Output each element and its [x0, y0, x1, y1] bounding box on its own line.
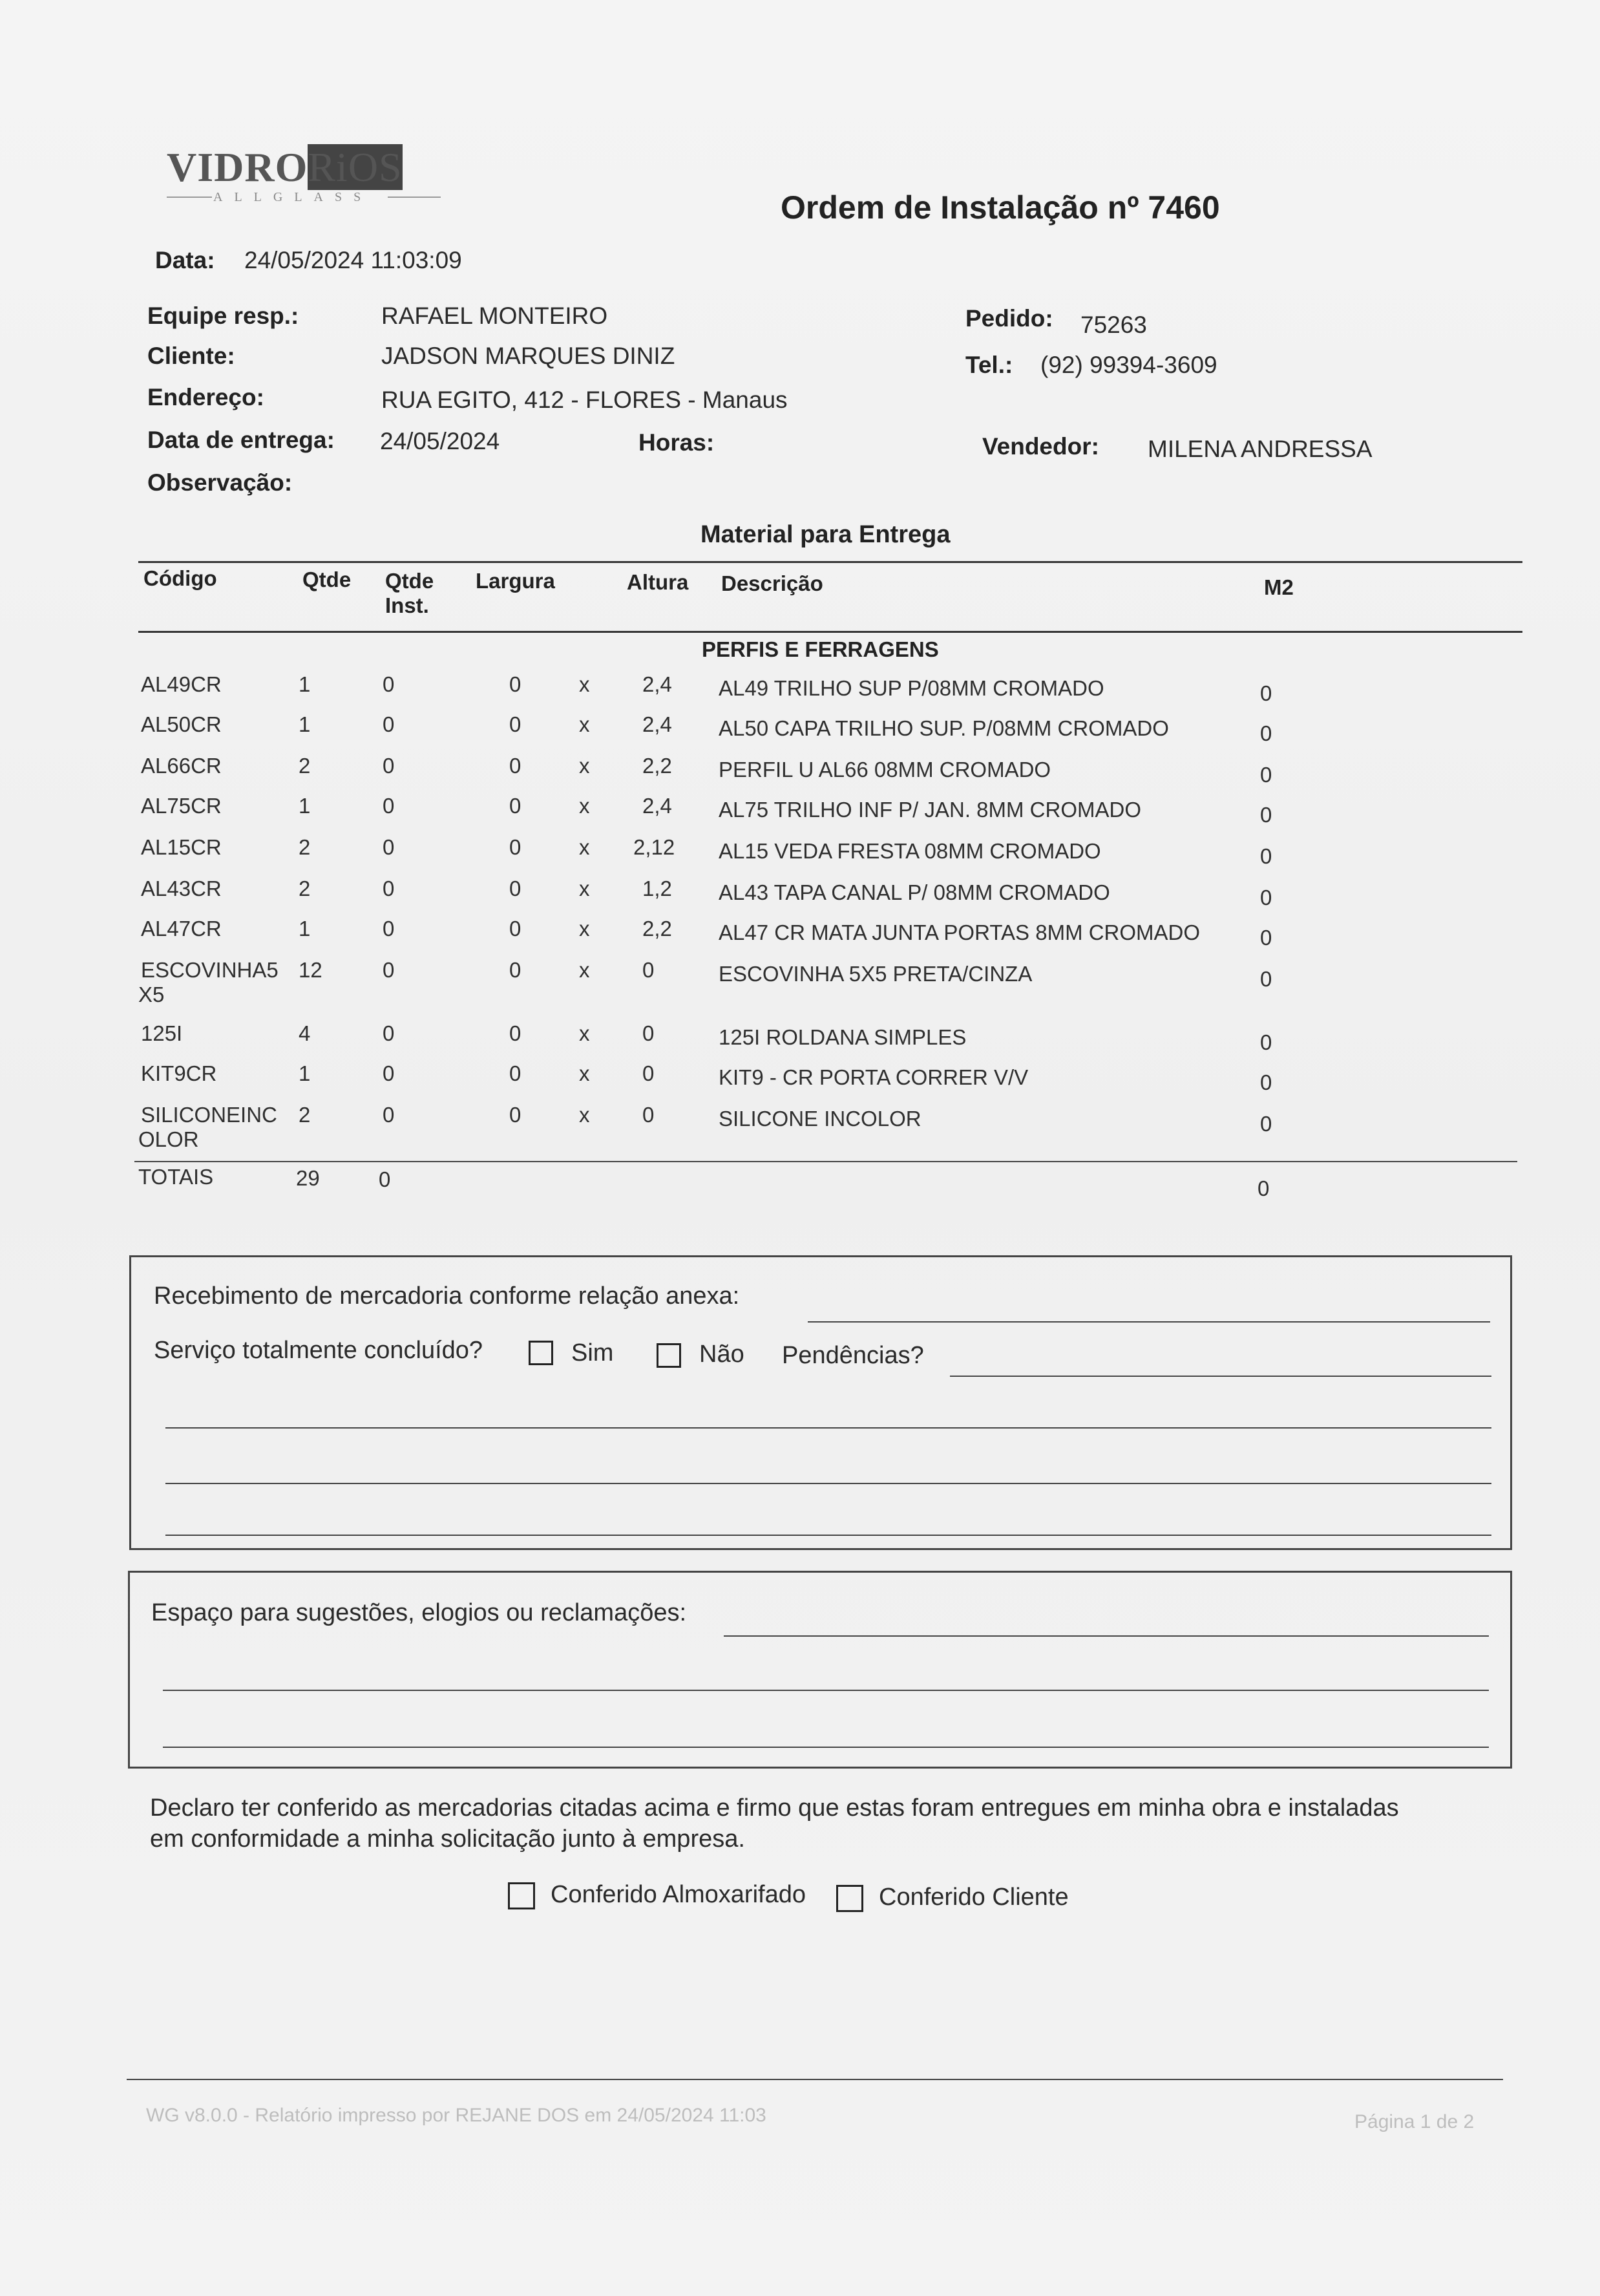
table-top-rule: [138, 561, 1522, 563]
material-section-title: Material para Entrega: [700, 521, 951, 548]
row-x: x: [579, 754, 590, 778]
row-code: SILICONEINC: [141, 1103, 277, 1127]
row-description: AL49 TRILHO SUP P/08MM CROMADO: [719, 676, 1104, 700]
pendencias-label: Pendências?: [782, 1342, 924, 1369]
row-height: 2,4: [642, 794, 672, 818]
row-code: AL50CR: [141, 712, 222, 736]
conferido-almox-checkbox[interactable]: [508, 1882, 535, 1909]
service-complete-label: Serviço totalmente concluído?: [154, 1337, 483, 1364]
row-description: PERFIL U AL66 08MM CROMADO: [719, 758, 1051, 781]
team-value: RAFAEL MONTEIRO: [381, 303, 608, 329]
row-qty: 1: [299, 1061, 311, 1085]
col-header-width: Largura: [476, 569, 555, 593]
row-height: 2,2: [642, 754, 672, 778]
totals-label: TOTAIS: [138, 1165, 214, 1189]
footer-page-number: Página 1 de 2: [1354, 2111, 1475, 2132]
date-value: 24/05/2024 11:03:09: [244, 247, 462, 273]
row-qty-inst: 0: [383, 835, 395, 859]
col-header-qty-inst: Qtde: [385, 569, 434, 593]
row-code-continuation: OLOR: [138, 1127, 199, 1151]
col-header-code: Código: [143, 566, 217, 590]
row-height: 2,4: [642, 712, 672, 736]
row-width: 0: [509, 917, 521, 941]
row-m2: 0: [1260, 1070, 1272, 1094]
row-code: AL66CR: [141, 754, 222, 778]
row-qty: 2: [299, 835, 311, 859]
receipt-label: Recebimento de mercadoria conforme relação anexa:: [154, 1282, 740, 1310]
row-width: 0: [509, 754, 521, 778]
hours-label: Horas:: [638, 429, 715, 456]
receipt-line-1[interactable]: [165, 1427, 1491, 1429]
row-width: 0: [509, 672, 521, 696]
col-header-height: Altura: [627, 570, 689, 594]
receipt-signature-line[interactable]: [808, 1321, 1490, 1323]
logo-bold-text: VIDRO: [167, 144, 308, 190]
receipt-line-3[interactable]: [165, 1535, 1491, 1536]
row-qty-inst: 0: [383, 794, 395, 818]
row-m2: 0: [1260, 886, 1272, 909]
row-x: x: [579, 1061, 590, 1085]
row-qty: 2: [299, 1103, 311, 1127]
row-x: x: [579, 672, 590, 696]
totals-inst: 0: [379, 1167, 391, 1191]
row-x: x: [579, 877, 590, 900]
row-m2: 0: [1260, 763, 1272, 787]
row-code: AL47CR: [141, 917, 222, 941]
col-header-m2: M2: [1264, 575, 1294, 599]
document-title: Ordem de Instalação nº 7460: [781, 189, 1220, 226]
row-width: 0: [509, 958, 521, 982]
declaration-line-1: Declaro ter conferido as mercadorias citadas acima e firmo que estas foram entregues em minha obra e instaladas: [150, 1794, 1399, 1822]
row-m2: 0: [1260, 1112, 1272, 1136]
table-header-rule: [138, 631, 1522, 633]
order-label: Pedido:: [965, 305, 1053, 332]
row-description: AL50 CAPA TRILHO SUP. P/08MM CROMADO: [719, 716, 1169, 740]
seller-value: MILENA ANDRESSA: [1148, 436, 1373, 462]
totals-rule: [134, 1161, 1517, 1162]
row-qty-inst: 0: [383, 958, 395, 982]
totals-m2: 0: [1258, 1176, 1270, 1200]
address-value: RUA EGITO, 412 - FLORES - Manaus: [381, 387, 788, 413]
suggestions-label: Espaço para sugestões, elogios ou reclamações:: [151, 1599, 687, 1626]
footer-rule: [127, 2079, 1503, 2080]
row-description: AL75 TRILHO INF P/ JAN. 8MM CROMADO: [719, 798, 1142, 822]
date-label: Data:: [155, 247, 215, 273]
row-height: 0: [642, 1103, 655, 1127]
row-description: SILICONE INCOLOR: [719, 1107, 921, 1131]
row-height: 2,12: [633, 835, 675, 859]
group-title: PERFIS E FERRAGENS: [702, 637, 939, 661]
row-qty-inst: 0: [383, 754, 395, 778]
row-qty: 2: [299, 877, 311, 900]
row-x: x: [579, 712, 590, 736]
row-height: 0: [642, 958, 655, 982]
row-qty: 1: [299, 917, 311, 941]
seller-label: Vendedor:: [982, 433, 1099, 460]
row-qty-inst: 0: [383, 712, 395, 736]
conferido-cliente-label: Conferido Cliente: [879, 1884, 1069, 1911]
row-qty-inst: 0: [383, 1021, 395, 1045]
row-qty-inst: 0: [383, 1061, 395, 1085]
row-height: 0: [642, 1061, 655, 1085]
order-value: 75263: [1080, 312, 1147, 338]
row-code: AL75CR: [141, 794, 222, 818]
row-height: 2,2: [642, 917, 672, 941]
row-x: x: [579, 958, 590, 982]
row-m2: 0: [1260, 926, 1272, 950]
conferido-almox-label: Conferido Almoxarifado: [551, 1881, 806, 1908]
row-qty: 4: [299, 1021, 311, 1045]
row-description: AL43 TAPA CANAL P/ 08MM CROMADO: [719, 880, 1110, 904]
row-qty-inst: 0: [383, 877, 395, 900]
row-qty: 1: [299, 794, 311, 818]
row-code: AL15CR: [141, 835, 222, 859]
declaration-line-2: em conformidade a minha solicitação junto à empresa.: [150, 1825, 745, 1853]
row-m2: 0: [1260, 844, 1272, 868]
row-x: x: [579, 794, 590, 818]
row-code-continuation: X5: [138, 983, 165, 1006]
row-m2: 0: [1260, 803, 1272, 827]
team-label: Equipe resp.:: [147, 303, 299, 329]
pendencias-line[interactable]: [950, 1376, 1491, 1377]
row-description: AL15 VEDA FRESTA 08MM CROMADO: [719, 839, 1101, 863]
row-description: AL47 CR MATA JUNTA PORTAS 8MM CROMADO: [719, 920, 1201, 944]
nao-label: Não: [699, 1341, 744, 1368]
address-label: Endereço:: [147, 384, 264, 410]
row-qty: 1: [299, 672, 311, 696]
row-width: 0: [509, 712, 521, 736]
delivery-date-label: Data de entrega:: [147, 427, 335, 453]
row-code: KIT9CR: [141, 1061, 217, 1085]
row-description: 125I ROLDANA SIMPLES: [719, 1025, 967, 1049]
observation-label: Observação:: [147, 469, 293, 496]
row-x: x: [579, 917, 590, 941]
row-height: 1,2: [642, 877, 672, 900]
row-width: 0: [509, 1021, 521, 1045]
row-width: 0: [509, 835, 521, 859]
conferido-cliente-checkbox[interactable]: [836, 1885, 863, 1912]
footer-printed-by: WG v8.0.0 - Relatório impresso por REJANE DOS em 24/05/2024 11:03: [146, 2105, 766, 2126]
row-code: 125I: [141, 1021, 183, 1045]
phone-value: (92) 99394-3609: [1040, 352, 1217, 378]
client-value: JADSON MARQUES DINIZ: [381, 343, 675, 369]
totals-qty: 29: [296, 1166, 320, 1190]
row-x: x: [579, 835, 590, 859]
company-logo: [167, 144, 403, 191]
row-m2: 0: [1260, 1030, 1272, 1054]
row-m2: 0: [1260, 681, 1272, 705]
row-width: 0: [509, 1103, 521, 1127]
row-width: 0: [509, 794, 521, 818]
suggestions-line-3[interactable]: [163, 1747, 1489, 1748]
row-code: AL49CR: [141, 672, 222, 696]
logo-line-right: [388, 197, 441, 198]
row-qty: 2: [299, 754, 311, 778]
nao-checkbox[interactable]: [657, 1343, 681, 1368]
row-description: ESCOVINHA 5X5 PRETA/CINZA: [719, 962, 1033, 986]
suggestions-line-2[interactable]: [163, 1690, 1489, 1691]
row-qty: 1: [299, 712, 311, 736]
logo-light-text: RiOS: [308, 144, 403, 190]
client-label: Cliente:: [147, 343, 235, 369]
sim-label: Sim: [571, 1339, 614, 1366]
receipt-line-2[interactable]: [165, 1483, 1491, 1484]
row-qty-inst: 0: [383, 1103, 395, 1127]
row-width: 0: [509, 1061, 521, 1085]
row-qty: 12: [299, 958, 322, 982]
col-header-qty-inst-2: Inst.: [385, 593, 429, 617]
sim-checkbox[interactable]: [529, 1341, 553, 1365]
row-m2: 0: [1260, 721, 1272, 745]
row-height: 0: [642, 1021, 655, 1045]
row-width: 0: [509, 877, 521, 900]
logo-subtitle: ALLGLASS: [213, 190, 373, 204]
col-header-description: Descrição: [721, 571, 823, 595]
phone-label: Tel.:: [965, 352, 1013, 378]
row-code: ESCOVINHA5: [141, 958, 279, 982]
row-x: x: [579, 1021, 590, 1045]
suggestions-line-first[interactable]: [724, 1635, 1489, 1637]
row-height: 2,4: [642, 672, 672, 696]
delivery-date-value: 24/05/2024: [380, 428, 500, 454]
row-m2: 0: [1260, 967, 1272, 991]
row-description: KIT9 - CR PORTA CORRER V/V: [719, 1065, 1029, 1089]
row-x: x: [579, 1103, 590, 1127]
logo-line-left: [167, 197, 212, 198]
row-qty-inst: 0: [383, 917, 395, 941]
col-header-qty: Qtde: [302, 568, 352, 591]
row-code: AL43CR: [141, 877, 222, 900]
row-qty-inst: 0: [383, 672, 395, 696]
